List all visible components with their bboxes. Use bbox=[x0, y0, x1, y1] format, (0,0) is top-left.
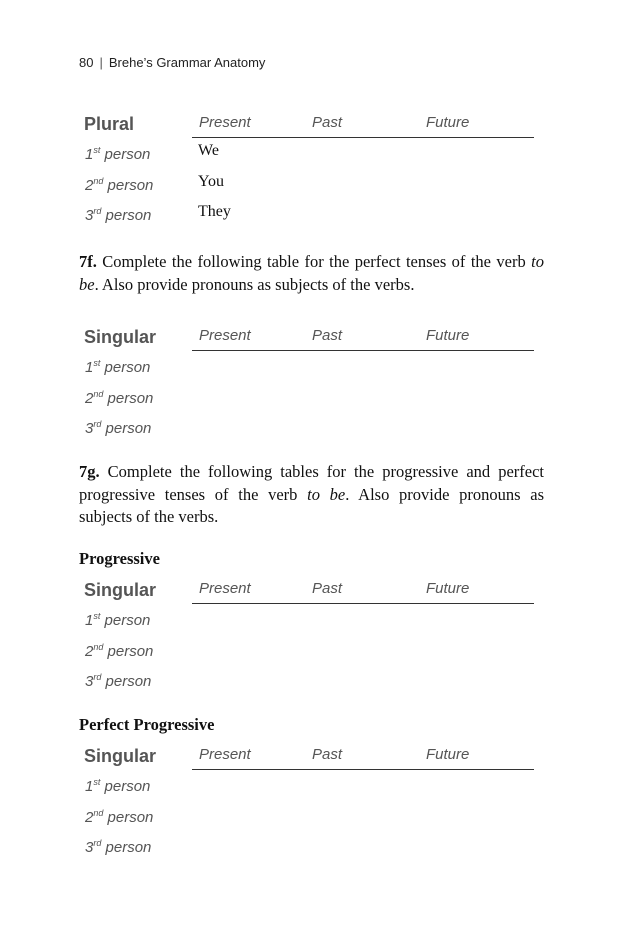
column-present: Present bbox=[199, 327, 251, 344]
table-row bbox=[84, 201, 534, 232]
pronoun-cell: You bbox=[198, 172, 224, 190]
column-future: Future bbox=[426, 114, 470, 131]
header-rule bbox=[192, 350, 534, 351]
column-present: Present bbox=[199, 580, 251, 597]
column-present: Present bbox=[199, 746, 251, 763]
row-label-third-person: 3rd person bbox=[85, 672, 152, 691]
header-separator: | bbox=[99, 55, 103, 70]
row-label-second-person: 2nd person bbox=[85, 641, 154, 660]
row-label-first-person: 1st person bbox=[85, 611, 151, 629]
perfect-progressive-heading: Perfect Progressive bbox=[79, 715, 215, 734]
row-label-third-person: 3rd person bbox=[85, 419, 152, 438]
column-future: Future bbox=[426, 746, 470, 763]
table-row bbox=[84, 384, 534, 415]
column-present: Present bbox=[199, 114, 251, 131]
table-row bbox=[84, 414, 534, 445]
plural-conjugation-table bbox=[84, 112, 534, 232]
column-future: Future bbox=[426, 327, 470, 344]
table-row bbox=[84, 667, 534, 698]
table-row bbox=[84, 833, 534, 864]
table-title: Singular bbox=[84, 746, 157, 766]
column-past: Past bbox=[312, 327, 343, 344]
table-row bbox=[84, 353, 534, 384]
table-row bbox=[84, 637, 534, 668]
table-row bbox=[84, 140, 534, 171]
exercise-number: 7g. bbox=[79, 462, 100, 481]
singular-perfect-table bbox=[84, 325, 534, 445]
column-future: Future bbox=[426, 580, 470, 597]
row-label-second-person: 2nd person bbox=[85, 388, 154, 407]
page-number: 80 bbox=[79, 55, 94, 70]
table-header bbox=[84, 325, 534, 353]
header-rule bbox=[192, 769, 534, 770]
exercise-number: 7f. bbox=[79, 252, 97, 271]
progressive-heading: Progressive bbox=[79, 549, 160, 568]
table-row bbox=[84, 171, 534, 202]
row-label-third-person: 3rd person bbox=[85, 838, 152, 857]
table-header bbox=[84, 578, 534, 606]
singular-perfect-progressive-table bbox=[84, 744, 534, 864]
header-rule bbox=[192, 603, 534, 604]
row-label-third-person: 3rd person bbox=[85, 206, 152, 225]
table-title: Plural bbox=[84, 114, 135, 134]
column-past: Past bbox=[312, 746, 343, 763]
verb-phrase: to be bbox=[307, 484, 346, 504]
row-label-second-person: 2nd person bbox=[85, 807, 154, 826]
table-title: Singular bbox=[84, 580, 157, 600]
table-header bbox=[84, 112, 534, 140]
page-header bbox=[79, 55, 265, 70]
row-label-first-person: 1st person bbox=[85, 358, 151, 376]
row-label-first-person: 1st person bbox=[85, 145, 151, 163]
book-title: Brehe’s Grammar Anatomy bbox=[108, 55, 266, 70]
table-title: Singular bbox=[84, 327, 157, 347]
table-row bbox=[84, 606, 534, 637]
singular-progressive-table bbox=[84, 578, 534, 698]
header-rule bbox=[192, 137, 534, 138]
table-header bbox=[84, 744, 534, 772]
column-past: Past bbox=[312, 580, 343, 597]
row-label-second-person: 2nd person bbox=[85, 175, 154, 194]
table-row bbox=[84, 803, 534, 834]
table-row bbox=[84, 772, 534, 803]
row-label-first-person: 1st person bbox=[85, 777, 151, 795]
exercise-7f-instructions: 7f. Complete the following table for the perfect tenses of the verb to be. Also provide pronouns as subjects of the verbs. bbox=[79, 252, 545, 294]
column-past: Past bbox=[312, 114, 343, 131]
exercise-7g-instructions: 7g. Complete the following tables for the progressive and perfect progressive tenses of the verb to be. Also provide pronouns as subjects of the verbs. bbox=[79, 462, 545, 526]
verb-phrase: to be bbox=[79, 252, 545, 294]
pronoun-cell: We bbox=[198, 142, 219, 159]
pronoun-cell: They bbox=[198, 203, 231, 221]
